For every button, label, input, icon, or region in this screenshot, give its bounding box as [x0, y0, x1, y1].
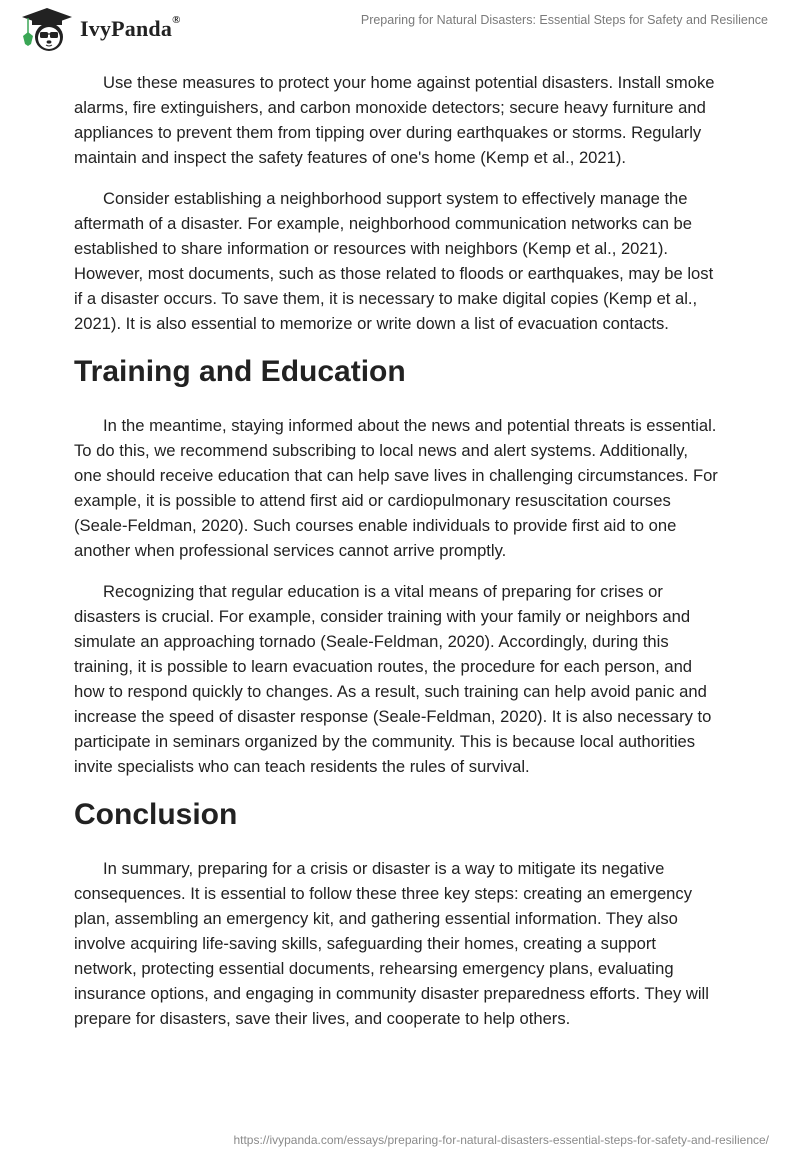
text-line: participate in seminars organized by the community. This is because local authorities — [74, 732, 696, 751]
text-line: insurance options, and engaging in community disaster preparedness efforts. They will — [74, 984, 709, 1003]
panda-graduate-icon — [18, 6, 76, 52]
document-title: Preparing for Natural Disasters: Essential Steps for Safety and Resilience — [360, 13, 768, 27]
text-line: In summary, preparing for a crisis or disaster is a way to mitigate its negative — [103, 859, 665, 878]
text-line: (Seale-Feldman, 2020). Such courses enable individuals to provide first aid to one — [74, 516, 677, 535]
ivypanda-logo[interactable] — [18, 6, 181, 52]
text-line: alarms, fire extinguishers, and carbon monoxide detectors; secure heavy furniture and — [74, 98, 706, 117]
text-line: invite specialists who can teach residents the rules of survival. — [74, 757, 530, 776]
text-line: consequences. It is essential to follow these three key steps: creating an emergency — [74, 884, 692, 903]
text-line: maintain and inspect the safety features of one's home (Kemp et al., 2021). — [74, 148, 627, 167]
text-line: plan, assembling an emergency kit, and gathering essential information. They also — [74, 909, 678, 928]
text-line: However, most documents, such as those related to floods or earthquakes, may be lost — [74, 264, 714, 283]
text-line: disasters is crucial. For example, consider training with your family or neighbors and — [74, 607, 691, 626]
text-line: if a disaster occurs. To save them, it is necessary to make digital copies (Kemp et al., — [74, 289, 698, 308]
section-heading-conclusion: Conclusion — [74, 798, 238, 831]
text-line: training, it is possible to learn evacuation routes, the procedure for each person, and — [74, 657, 693, 676]
source-url[interactable]: https://ivypanda.com/essays/preparing-for-natural-disasters-essential-steps-for-safety-and-resilience/ — [233, 1133, 769, 1147]
text-line: Consider establishing a neighborhood support system to effectively manage the — [103, 189, 688, 208]
text-line: 2021). It is also essential to memorize or write down a list of evacuation contacts. — [74, 314, 669, 333]
text-line: how to respond quickly to changes. As a result, such training can help avoid panic and — [74, 682, 707, 701]
text-line: network, protecting essential documents, rehearsing emergency plans, evaluating — [74, 959, 674, 978]
text-line: example, it is possible to attend first aid or cardiopulmonary resuscitation courses — [74, 491, 671, 510]
page-header — [0, 0, 800, 56]
text-line: involve acquiring life-saving skills, safeguarding their homes, creating a support — [74, 934, 657, 953]
text-line: one should receive education that can help save lives in challenging circumstances. For — [74, 466, 718, 485]
text-line: simulate an approaching tornado (Seale-Feldman, 2020). Accordingly, during this — [74, 632, 669, 651]
text-line: prepare for disasters, save their lives, and cooperate to help others. — [74, 1009, 571, 1028]
brand-name: IvyPanda® — [80, 14, 181, 41]
text-line: established to share information or resources with neighbors (Kemp et al., 2021). — [74, 239, 668, 258]
text-line: Recognizing that regular education is a vital means of preparing for crises or — [103, 582, 663, 601]
section-heading-training: Training and Education — [74, 355, 406, 388]
text-line: Use these measures to protect your home against potential disasters. Install smoke — [103, 73, 715, 92]
text-line: aftermath of a disaster. For example, neighborhood communication networks can be — [74, 214, 692, 233]
text-line: appliances to prevent them from tipping over during earthquakes or storms. Regularly — [74, 123, 702, 142]
text-line: increase the speed of disaster response (Seale-Feldman, 2020). It is also necessary to — [74, 707, 712, 726]
text-line: To do this, we recommend subscribing to local news and alert systems. Additionally, — [74, 441, 688, 460]
text-line: In the meantime, staying informed about the news and potential threats is essential. — [103, 416, 717, 435]
text-line: another when professional services cannot arrive promptly. — [74, 541, 507, 560]
